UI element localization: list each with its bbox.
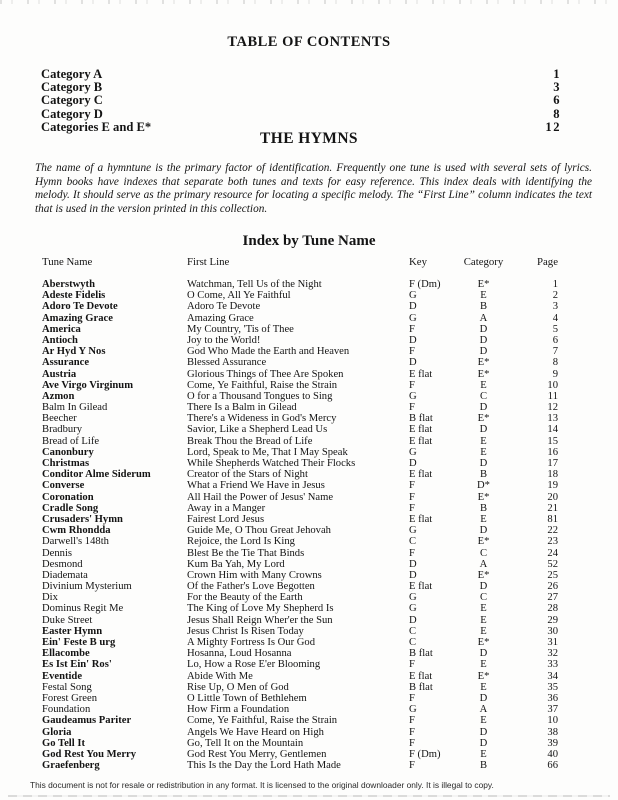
page-cell: 10 bbox=[547, 379, 558, 391]
key-cell: E flat bbox=[409, 513, 433, 525]
table-body bbox=[42, 279, 558, 771]
key-cell: F bbox=[409, 502, 415, 514]
first-line-cell: Savior, Like a Shepherd Lead Us bbox=[187, 424, 328, 436]
table-row bbox=[42, 402, 558, 413]
table-row bbox=[42, 514, 558, 525]
tune-name-cell: Bread of Life bbox=[42, 435, 100, 447]
page-cell: 33 bbox=[547, 659, 558, 671]
table-row bbox=[42, 391, 558, 402]
tune-name-cell: Darwell's 148th bbox=[42, 536, 109, 548]
page-cell: 13 bbox=[547, 413, 558, 425]
page-cell: 19 bbox=[547, 480, 558, 492]
tune-name-cell: Go Tell It bbox=[42, 737, 85, 749]
key-cell: G bbox=[409, 290, 417, 302]
tune-name-cell: Duke Street bbox=[42, 614, 93, 626]
table-row bbox=[42, 760, 558, 771]
table-row bbox=[42, 715, 558, 726]
category-cell: E* bbox=[477, 637, 490, 648]
tune-name-cell: Eventide bbox=[42, 670, 83, 682]
toc-entry-label: Category D bbox=[41, 106, 103, 121]
category-cell: B bbox=[479, 502, 488, 514]
page-cell: 20 bbox=[547, 491, 558, 503]
key-cell: F bbox=[409, 379, 415, 391]
tune-name-cell: Amazing Grace bbox=[42, 312, 113, 324]
hymns-section-title: THE HYMNS bbox=[260, 130, 358, 147]
page-cell: 17 bbox=[547, 458, 558, 469]
table-row bbox=[42, 357, 558, 368]
category-cell: E bbox=[480, 715, 487, 727]
category-cell: A bbox=[479, 312, 488, 324]
first-line-cell: Jesus Shall Reign Wher'er the Sun bbox=[187, 614, 333, 626]
table-row bbox=[42, 671, 558, 682]
first-line-cell: Jesus Christ Is Risen Today bbox=[187, 625, 304, 637]
page-cell: 22 bbox=[547, 525, 558, 537]
page-cell: 21 bbox=[547, 502, 558, 514]
tune-name-cell: God Rest You Merry bbox=[42, 748, 137, 760]
table-row bbox=[42, 313, 558, 324]
key-cell: C bbox=[409, 637, 417, 648]
toc-entry bbox=[41, 68, 561, 81]
category-cell: A bbox=[479, 558, 488, 570]
tune-name-cell: Azmon bbox=[42, 390, 75, 402]
category-cell: E bbox=[480, 614, 487, 626]
first-line-cell: Angels We Have Heard on High bbox=[187, 726, 324, 738]
page-cell: 35 bbox=[547, 681, 558, 693]
category-cell: E* bbox=[477, 670, 490, 682]
category-cell: E* bbox=[477, 569, 490, 581]
page-cell: 1 bbox=[552, 279, 558, 290]
page-cell: 16 bbox=[547, 446, 558, 458]
tune-name-cell: Forest Green bbox=[42, 692, 98, 704]
category-cell: E* bbox=[477, 491, 490, 503]
page-cell: 15 bbox=[547, 435, 558, 447]
category-cell: D* bbox=[477, 480, 490, 492]
key-cell: B flat bbox=[409, 413, 433, 425]
first-line-cell: Watchman, Tell Us of the Night bbox=[187, 279, 322, 290]
page-cell: 28 bbox=[547, 603, 558, 615]
tune-name-cell: Ellacombe bbox=[42, 648, 90, 660]
category-cell: E* bbox=[477, 368, 490, 380]
page-cell: 5 bbox=[552, 323, 558, 335]
first-line-cell: All Hail the Power of Jesus' Name bbox=[187, 491, 334, 503]
first-line-cell: Of the Father's Love Begotten bbox=[187, 581, 315, 593]
page-cell: 27 bbox=[547, 592, 558, 604]
index-title: Index by Tune Name bbox=[242, 233, 376, 249]
category-cell: E* bbox=[477, 413, 490, 425]
key-cell: E flat bbox=[409, 424, 433, 436]
category-cell: E bbox=[480, 513, 487, 525]
toc-entry-label: Category A bbox=[41, 67, 103, 81]
intro-paragraph: The name of a hymntune is the primary factor of identification. Frequently one tune is used with several sets of lyrics. Hymn books have indexes that separate both tunes and texts for easy reference. This index deals with identifying the melody. It should serve as the primary resource for locating a specific melody. The “First Line” column indicates the text that is used in the version printed in this collection. bbox=[35, 162, 592, 215]
first-line-cell: Abide With Me bbox=[187, 670, 253, 682]
key-cell: D bbox=[409, 458, 417, 469]
first-line-cell: Break Thou the Bread of Life bbox=[187, 435, 313, 447]
key-cell: E flat bbox=[409, 581, 433, 593]
table-row bbox=[42, 637, 558, 648]
first-line-cell: Kum Ba Yah, My Lord bbox=[187, 558, 285, 570]
first-line-cell: Adoro Te Devote bbox=[187, 301, 261, 313]
toc-entry-label: Categories E and E* bbox=[41, 119, 152, 134]
key-cell: G bbox=[409, 390, 417, 402]
table-row bbox=[42, 603, 558, 614]
table-row bbox=[42, 458, 558, 469]
key-cell: D bbox=[409, 569, 417, 581]
table-row bbox=[42, 615, 558, 626]
table-row bbox=[42, 290, 558, 301]
tune-name-cell: Ein' Feste B urg bbox=[42, 637, 116, 648]
table-row bbox=[42, 682, 558, 693]
page-cell: 81 bbox=[547, 513, 558, 525]
scan-artifact-top-edge bbox=[0, 0, 618, 4]
tune-name-cell: Crusaders' Hymn bbox=[42, 513, 123, 525]
key-cell: F bbox=[409, 491, 415, 503]
key-cell: F bbox=[409, 692, 415, 704]
category-cell: D bbox=[479, 648, 488, 660]
tune-name-cell: Canonbury bbox=[42, 446, 94, 458]
page-cell: 24 bbox=[547, 547, 558, 559]
page-cell: 40 bbox=[547, 748, 558, 760]
table-row bbox=[42, 738, 558, 749]
first-line-cell: Rise Up, O Men of God bbox=[187, 681, 289, 693]
key-cell: E flat bbox=[409, 469, 433, 481]
table-row bbox=[42, 559, 558, 570]
first-line-cell: While Shepherds Watched Their Flocks bbox=[187, 458, 356, 469]
page-cell: 9 bbox=[552, 368, 558, 380]
first-line-cell: A Mighty Fortress Is Our God bbox=[187, 637, 316, 648]
first-line-cell: O Come, All Ye Faithful bbox=[187, 290, 291, 302]
table-row bbox=[42, 380, 558, 391]
page-cell: 3 bbox=[552, 301, 558, 313]
page-cell: 2 bbox=[552, 290, 558, 302]
category-cell: D bbox=[479, 581, 488, 593]
first-line-cell: My Country, 'Tis of Thee bbox=[187, 323, 294, 335]
category-cell: E bbox=[480, 748, 487, 760]
page-cell: 6 bbox=[552, 334, 558, 346]
page-cell: 18 bbox=[547, 469, 558, 481]
key-cell: E flat bbox=[409, 435, 433, 447]
table-row bbox=[42, 324, 558, 335]
key-cell: F bbox=[409, 480, 415, 492]
column-header-category: Category bbox=[463, 256, 504, 268]
page-cell: 66 bbox=[547, 760, 558, 772]
table-row bbox=[42, 592, 558, 603]
key-cell: C bbox=[409, 536, 417, 548]
tune-name-cell: Adeste Fidelis bbox=[42, 290, 106, 302]
tune-name-cell: Dennis bbox=[42, 547, 73, 559]
key-cell: C bbox=[409, 625, 417, 637]
key-cell: F bbox=[409, 547, 415, 559]
key-cell: G bbox=[409, 525, 417, 537]
first-line-cell: God Rest You Merry, Gentlemen bbox=[187, 748, 327, 760]
first-line-cell: Come, Ye Faithful, Raise the Strain bbox=[187, 379, 338, 391]
category-cell: D bbox=[479, 402, 488, 414]
tune-name-cell: Es Ist Ein' Ros' bbox=[42, 659, 112, 671]
category-cell: D bbox=[479, 334, 488, 346]
category-cell: D bbox=[479, 726, 488, 738]
table-row bbox=[42, 548, 558, 559]
table-row bbox=[42, 536, 558, 547]
first-line-cell: Come, Ye Faithful, Raise the Strain bbox=[187, 715, 338, 727]
tune-name-cell: Divinium Mysterium bbox=[42, 581, 132, 593]
key-cell: F bbox=[409, 346, 415, 358]
table-row bbox=[42, 424, 558, 435]
category-cell: C bbox=[479, 592, 488, 604]
category-cell: E bbox=[480, 603, 487, 615]
tune-name-cell: Adoro Te Devote bbox=[42, 301, 118, 313]
category-cell: C bbox=[479, 390, 488, 402]
first-line-cell: There Is a Balm in Gilead bbox=[187, 402, 297, 414]
first-line-cell: Joy to the World! bbox=[187, 334, 261, 346]
column-header-key: Key bbox=[409, 256, 427, 268]
toc-list bbox=[41, 68, 561, 134]
key-cell: G bbox=[409, 603, 417, 615]
key-cell: F bbox=[409, 726, 415, 738]
tune-name-cell: Cradle Song bbox=[42, 502, 99, 514]
tune-name-cell: Desmond bbox=[42, 558, 83, 570]
first-line-cell: Crown Him with Many Crowns bbox=[187, 569, 322, 581]
tune-name-cell: Ar Hyd Y Nos bbox=[42, 346, 106, 358]
key-cell: F bbox=[409, 760, 415, 772]
category-cell: B bbox=[479, 301, 488, 313]
table-row bbox=[42, 749, 558, 760]
table-row bbox=[42, 693, 558, 704]
category-cell: E bbox=[480, 446, 487, 458]
first-line-cell: Blest Be the Tie That Binds bbox=[187, 547, 305, 559]
table-row bbox=[42, 704, 558, 715]
key-cell: D bbox=[409, 301, 417, 313]
tune-name-cell: Gaudeamus Pariter bbox=[42, 715, 132, 727]
key-cell: F (Dm) bbox=[409, 279, 441, 290]
category-cell: C bbox=[479, 547, 488, 559]
table-row bbox=[42, 346, 558, 357]
column-header-page: Page bbox=[537, 256, 558, 268]
table-row bbox=[42, 480, 558, 491]
table-row bbox=[42, 570, 558, 581]
key-cell: D bbox=[409, 558, 417, 570]
toc-entry bbox=[41, 94, 561, 107]
category-cell: E* bbox=[477, 536, 490, 548]
category-cell: D bbox=[479, 692, 488, 704]
first-line-cell: Creator of the Stars of Night bbox=[187, 469, 308, 481]
key-cell: G bbox=[409, 704, 417, 716]
tune-name-cell: Easter Hymn bbox=[42, 625, 103, 637]
page-cell: 12 bbox=[547, 402, 558, 414]
category-cell: D bbox=[479, 424, 488, 436]
table-row bbox=[42, 581, 558, 592]
tune-name-cell: Ave Virgo Virginum bbox=[42, 379, 134, 391]
toc-entry-page: 1 bbox=[553, 67, 561, 81]
key-cell: F bbox=[409, 659, 415, 671]
tune-name-cell: Diademata bbox=[42, 569, 88, 581]
page-cell: 38 bbox=[547, 726, 558, 738]
key-cell: B flat bbox=[409, 681, 433, 693]
category-cell: B bbox=[479, 760, 488, 772]
category-cell: E* bbox=[477, 279, 490, 290]
first-line-cell: Rejoice, the Lord Is King bbox=[187, 536, 295, 548]
page-cell: 31 bbox=[547, 637, 558, 648]
page-cell: 11 bbox=[547, 390, 558, 402]
category-cell: D bbox=[479, 737, 488, 749]
key-cell: G bbox=[409, 592, 417, 604]
key-cell: E flat bbox=[409, 670, 433, 682]
tune-name-cell: Balm In Gilead bbox=[42, 402, 108, 414]
toc-entry bbox=[41, 108, 561, 121]
key-cell: D bbox=[409, 357, 417, 369]
key-cell: G bbox=[409, 312, 417, 324]
table-header bbox=[42, 256, 558, 268]
tune-name-cell: Graefenberg bbox=[42, 760, 100, 772]
table-row bbox=[42, 335, 558, 346]
category-cell: E bbox=[480, 625, 487, 637]
category-cell: D bbox=[479, 346, 488, 358]
scan-artifact-bottom-edge bbox=[8, 795, 610, 797]
key-cell: F bbox=[409, 737, 415, 749]
tune-name-cell: Coronation bbox=[42, 491, 94, 503]
table-row bbox=[42, 436, 558, 447]
page-cell: 8 bbox=[552, 357, 558, 369]
tune-name-cell: Dix bbox=[42, 592, 58, 604]
page-cell: 34 bbox=[547, 670, 558, 682]
category-cell: D bbox=[479, 525, 488, 537]
key-cell: D bbox=[409, 614, 417, 626]
toc-entry-label: Category B bbox=[41, 80, 103, 95]
table-row bbox=[42, 525, 558, 536]
table-row bbox=[42, 469, 558, 480]
table-row bbox=[42, 369, 558, 380]
page-cell: 32 bbox=[547, 648, 558, 660]
toc-entry-label: Category C bbox=[41, 93, 103, 108]
page-cell: 14 bbox=[547, 424, 558, 436]
column-header-first-line: First Line bbox=[187, 256, 230, 268]
first-line-cell: Amazing Grace bbox=[187, 312, 254, 324]
toc-entry-page: 12 bbox=[545, 119, 561, 134]
tune-name-cell: Foundation bbox=[42, 704, 91, 716]
table-row bbox=[42, 492, 558, 503]
column-header-tune-name: Tune Name bbox=[42, 256, 93, 268]
tune-name-cell: Aberstwyth bbox=[42, 279, 95, 290]
page-cell: 37 bbox=[547, 704, 558, 716]
tune-name-cell: Bradbury bbox=[42, 424, 83, 436]
key-cell: F bbox=[409, 715, 415, 727]
category-cell: E bbox=[480, 681, 487, 693]
category-cell: E* bbox=[477, 357, 490, 369]
page-cell: 29 bbox=[547, 614, 558, 626]
category-cell: E bbox=[480, 379, 487, 391]
tune-name-cell: America bbox=[42, 323, 81, 335]
table-row bbox=[42, 503, 558, 514]
first-line-cell: God Who Made the Earth and Heaven bbox=[187, 346, 350, 358]
table-row bbox=[42, 659, 558, 670]
page-cell: 4 bbox=[552, 312, 558, 324]
toc-entry-page: 6 bbox=[553, 93, 561, 108]
category-cell: D bbox=[479, 458, 488, 469]
tune-name-cell: Gloria bbox=[42, 726, 72, 738]
first-line-cell: There's a Wideness in God's Mercy bbox=[187, 413, 337, 425]
toc-entry-page: 3 bbox=[553, 80, 561, 95]
first-line-cell: O for a Thousand Tongues to Sing bbox=[187, 390, 333, 402]
first-line-cell: How Firm a Foundation bbox=[187, 704, 290, 716]
tune-name-cell: Conditor Alme Siderum bbox=[42, 469, 151, 481]
tune-index-table bbox=[42, 256, 558, 771]
tune-name-cell: Antioch bbox=[42, 334, 78, 346]
key-cell: E flat bbox=[409, 368, 433, 380]
first-line-cell: For the Beauty of the Earth bbox=[187, 592, 303, 604]
tune-name-cell: Cwm Rhondda bbox=[42, 525, 111, 537]
first-line-cell: Blessed Assurance bbox=[187, 357, 267, 369]
category-cell: D bbox=[479, 323, 488, 335]
tune-name-cell: Assurance bbox=[42, 357, 90, 369]
first-line-cell: O Little Town of Bethlehem bbox=[187, 692, 307, 704]
table-row bbox=[42, 447, 558, 458]
key-cell: F bbox=[409, 402, 415, 414]
table-row bbox=[42, 648, 558, 659]
first-line-cell: Fairest Lord Jesus bbox=[187, 513, 265, 525]
table-row bbox=[42, 279, 558, 290]
tune-name-cell: Beecher bbox=[42, 413, 77, 425]
key-cell: B flat bbox=[409, 648, 433, 660]
tune-name-cell: Dominus Regit Me bbox=[42, 603, 124, 615]
toc-title: TABLE OF CONTENTS bbox=[227, 34, 391, 50]
first-line-cell: Guide Me, O Thou Great Jehovah bbox=[187, 525, 331, 537]
page-cell: 7 bbox=[552, 346, 558, 358]
tune-name-cell: Converse bbox=[42, 480, 85, 492]
footer-license-text: This document is not for resale or redistribution in any format. It is licensed to the original downloader only. It is illegal to copy. bbox=[30, 780, 494, 790]
category-cell: B bbox=[479, 469, 488, 481]
toc-entry-page: 8 bbox=[553, 106, 561, 121]
first-line-cell: This Is the Day the Lord Hath Made bbox=[187, 760, 341, 772]
first-line-cell: Away in a Manger bbox=[187, 502, 266, 514]
page-cell: 23 bbox=[547, 536, 558, 548]
page-cell: 52 bbox=[547, 558, 558, 570]
tune-name-cell: Christmas bbox=[42, 458, 90, 469]
first-line-cell: Hosanna, Loud Hosanna bbox=[187, 648, 292, 660]
first-line-cell: Lord, Speak to Me, That I May Speak bbox=[187, 446, 348, 458]
page-cell: 25 bbox=[547, 569, 558, 581]
first-line-cell: Lo, How a Rose E'er Blooming bbox=[187, 659, 321, 671]
page-cell: 30 bbox=[547, 625, 558, 637]
page-cell: 10 bbox=[547, 715, 558, 727]
page-cell: 39 bbox=[547, 737, 558, 749]
category-cell: A bbox=[479, 704, 488, 716]
table-row bbox=[42, 626, 558, 637]
first-line-cell: Glorious Things of Thee Are Spoken bbox=[187, 368, 344, 380]
category-cell: E bbox=[480, 435, 487, 447]
first-line-cell: Go, Tell It on the Mountain bbox=[187, 737, 304, 749]
tune-name-cell: Festal Song bbox=[42, 681, 92, 693]
first-line-cell: The King of Love My Shepherd Is bbox=[187, 603, 334, 615]
table-row bbox=[42, 413, 558, 424]
table-row bbox=[42, 727, 558, 738]
page-cell: 36 bbox=[547, 692, 558, 704]
category-cell: E bbox=[480, 290, 487, 302]
table-row bbox=[42, 301, 558, 312]
page-cell: 26 bbox=[547, 581, 558, 593]
toc-entry bbox=[41, 81, 561, 94]
category-cell: E bbox=[480, 659, 487, 671]
key-cell: F bbox=[409, 323, 415, 335]
key-cell: D bbox=[409, 334, 417, 346]
tune-name-cell: Austria bbox=[42, 368, 77, 380]
key-cell: G bbox=[409, 446, 417, 458]
first-line-cell: What a Friend We Have in Jesus bbox=[187, 480, 325, 492]
key-cell: F (Dm) bbox=[409, 748, 441, 760]
